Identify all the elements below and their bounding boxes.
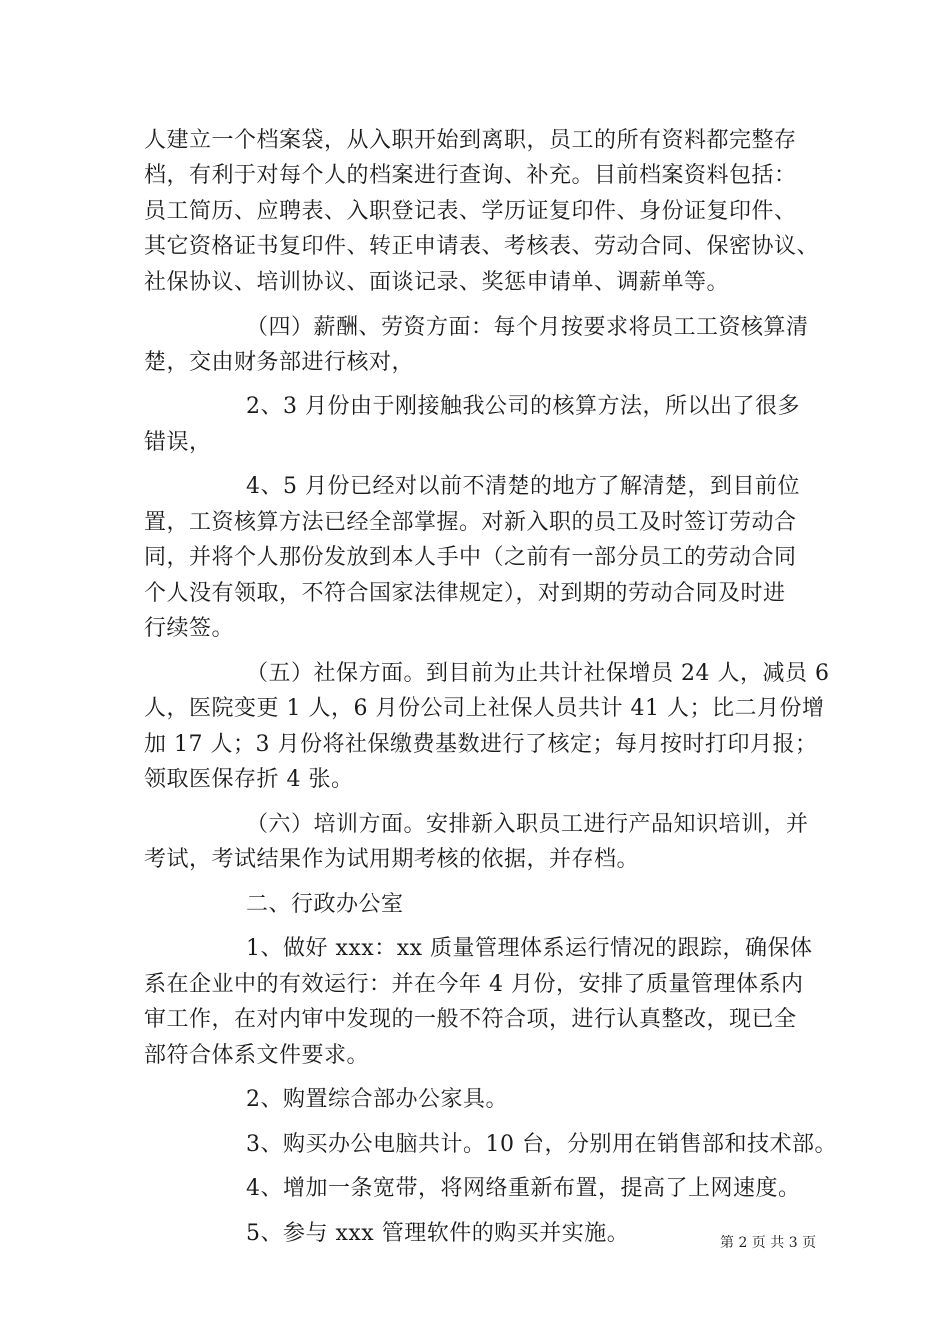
list-item: 4、增加一条宽带，将网络重新布置，提高了上网速度。 <box>246 1176 801 1201</box>
body-line: 个人没有领取，不符合国家法律规定），对到期的劳动合同及时进 <box>144 581 786 606</box>
body-line: 其它资格证书复印件、转正申请表、考核表、劳动合同、保密协议、 <box>144 234 820 259</box>
body-line: 置，工资核算方法已经全部掌握。对新入职的员工及时签订劳动合 <box>144 510 797 535</box>
body-line: 领取医保存折 4 张。 <box>144 767 354 792</box>
body-line: 人建立一个档案袋，从入职开始到离职，员工的所有资料都完整存 <box>144 128 797 153</box>
page-number: 第 2 页 共 3 页 <box>720 1235 817 1251</box>
body-line: 档，有利于对每个人的档案进行查询、补充。目前档案资料包括： <box>144 163 797 188</box>
body-line: 行续签。 <box>144 616 235 641</box>
paragraph-start-line: 4、5 月份已经对以前不清楚的地方了解清楚，到目前位 <box>246 474 800 499</box>
body-line: 考试，考试结果作为试用期考核的依据，并存档。 <box>144 847 640 872</box>
body-line: 加 17 人；3 月份将社保缴费基数进行了核定；每月按时打印月报； <box>144 732 818 757</box>
paragraph-start-line: 2、3 月份由于刚接触我公司的核算方法，所以出了很多 <box>246 394 800 419</box>
body-line: 审工作，在对内审中发现的一般不符合项，进行认真整改，现已全 <box>144 1007 797 1032</box>
paragraph-start-line: （四）薪酬、劳资方面：每个月按要求将员工工资核算清 <box>246 315 809 340</box>
list-item: 2、购置综合部办公家具。 <box>246 1087 508 1112</box>
body-line: 同，并将个人那份发放到本人手中（之前有一部分员工的劳动合同 <box>144 545 797 570</box>
body-line: 楚，交由财务部进行核对， <box>144 350 415 375</box>
section-heading: 二、行政办公室 <box>246 892 404 917</box>
body-line: 系在企业中的有效运行：并在今年 4 月份，安排了质量管理体系内 <box>144 972 804 997</box>
paragraph-start-line: （六）培训方面。安排新入职员工进行产品知识培训，并 <box>246 812 809 837</box>
paragraph-start-line: 1、做好 xxx：xx 质量管理体系运行情况的跟踪，确保体 <box>246 936 813 961</box>
list-item: 5、参与 xxx 管理软件的购买并实施。 <box>246 1221 630 1246</box>
body-line: 社保协议、培训协议、面谈记录、奖惩申请单、调薪单等。 <box>144 270 730 295</box>
list-item: 3、购买办公电脑共计。10 台，分别用在销售部和技术部。 <box>246 1132 837 1157</box>
body-line: 错误， <box>144 430 212 455</box>
body-line: 员工简历、应聘表、入职登记表、学历证复印件、身份证复印件、 <box>144 199 797 224</box>
body-line: 人，医院变更 1 人，6 月份公司上社保人员共计 41 人；比二月份增 <box>144 696 825 721</box>
body-line: 部符合体系文件要求。 <box>144 1043 370 1068</box>
paragraph-start-line: （五）社保方面。到目前为止共计社保增员 24 人，减员 6 <box>246 661 830 686</box>
